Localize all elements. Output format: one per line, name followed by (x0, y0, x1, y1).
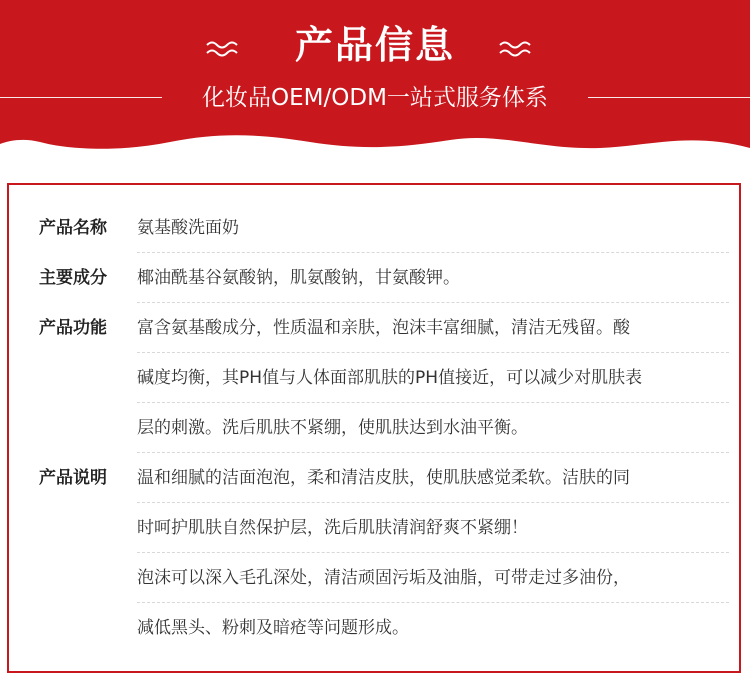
header-banner (0, 0, 750, 170)
page-title: 产品信息 (294, 23, 455, 67)
subtitle-row (0, 80, 750, 116)
info-line: 椰油酰基谷氨酸钠，肌氨酸钠，甘氨酸钾。 (137, 253, 729, 303)
info-line: 碱度均衡，其PH值与人体面部肌肤的PH值接近，可以减少对肌肤表 (137, 353, 729, 403)
info-line: 泡沫可以深入毛孔深处，清洁顽固污垢及油脂，可带走过多油份， (137, 553, 729, 603)
info-rows (9, 203, 739, 653)
info-row-function (9, 303, 739, 453)
info-line: 温和细腻的洁面泡泡，柔和清洁皮肤，使肌肤感觉柔软。洁肤的同 (137, 453, 729, 503)
subtitle-rule-right (588, 97, 750, 98)
info-row-description (9, 453, 739, 653)
info-line: 富含氨基酸成分，性质温和亲肤，泡沫丰富细腻，清洁无残留。酸 (137, 303, 729, 353)
page-subtitle: 化妆品OEM/ODM一站式服务体系 (202, 85, 548, 111)
info-line: 氨基酸洗面奶 (137, 203, 729, 253)
info-label: 产品说明 (39, 468, 107, 488)
product-info-panel (7, 183, 741, 673)
info-line: 减低黑头、粉刺及暗疮等问题形成。 (137, 618, 409, 638)
info-line: 层的刺激。洗后肌肤不紧绷，使肌肤达到水油平衡。 (137, 403, 729, 453)
info-label: 主要成分 (39, 268, 107, 288)
info-row-name (9, 203, 739, 253)
info-label: 产品名称 (39, 218, 107, 238)
info-line: 时呵护肌肤自然保护层，洗后肌肤清润舒爽不紧绷！ (137, 503, 729, 553)
info-row-ingredients (9, 253, 739, 303)
info-label: 产品功能 (39, 318, 107, 338)
